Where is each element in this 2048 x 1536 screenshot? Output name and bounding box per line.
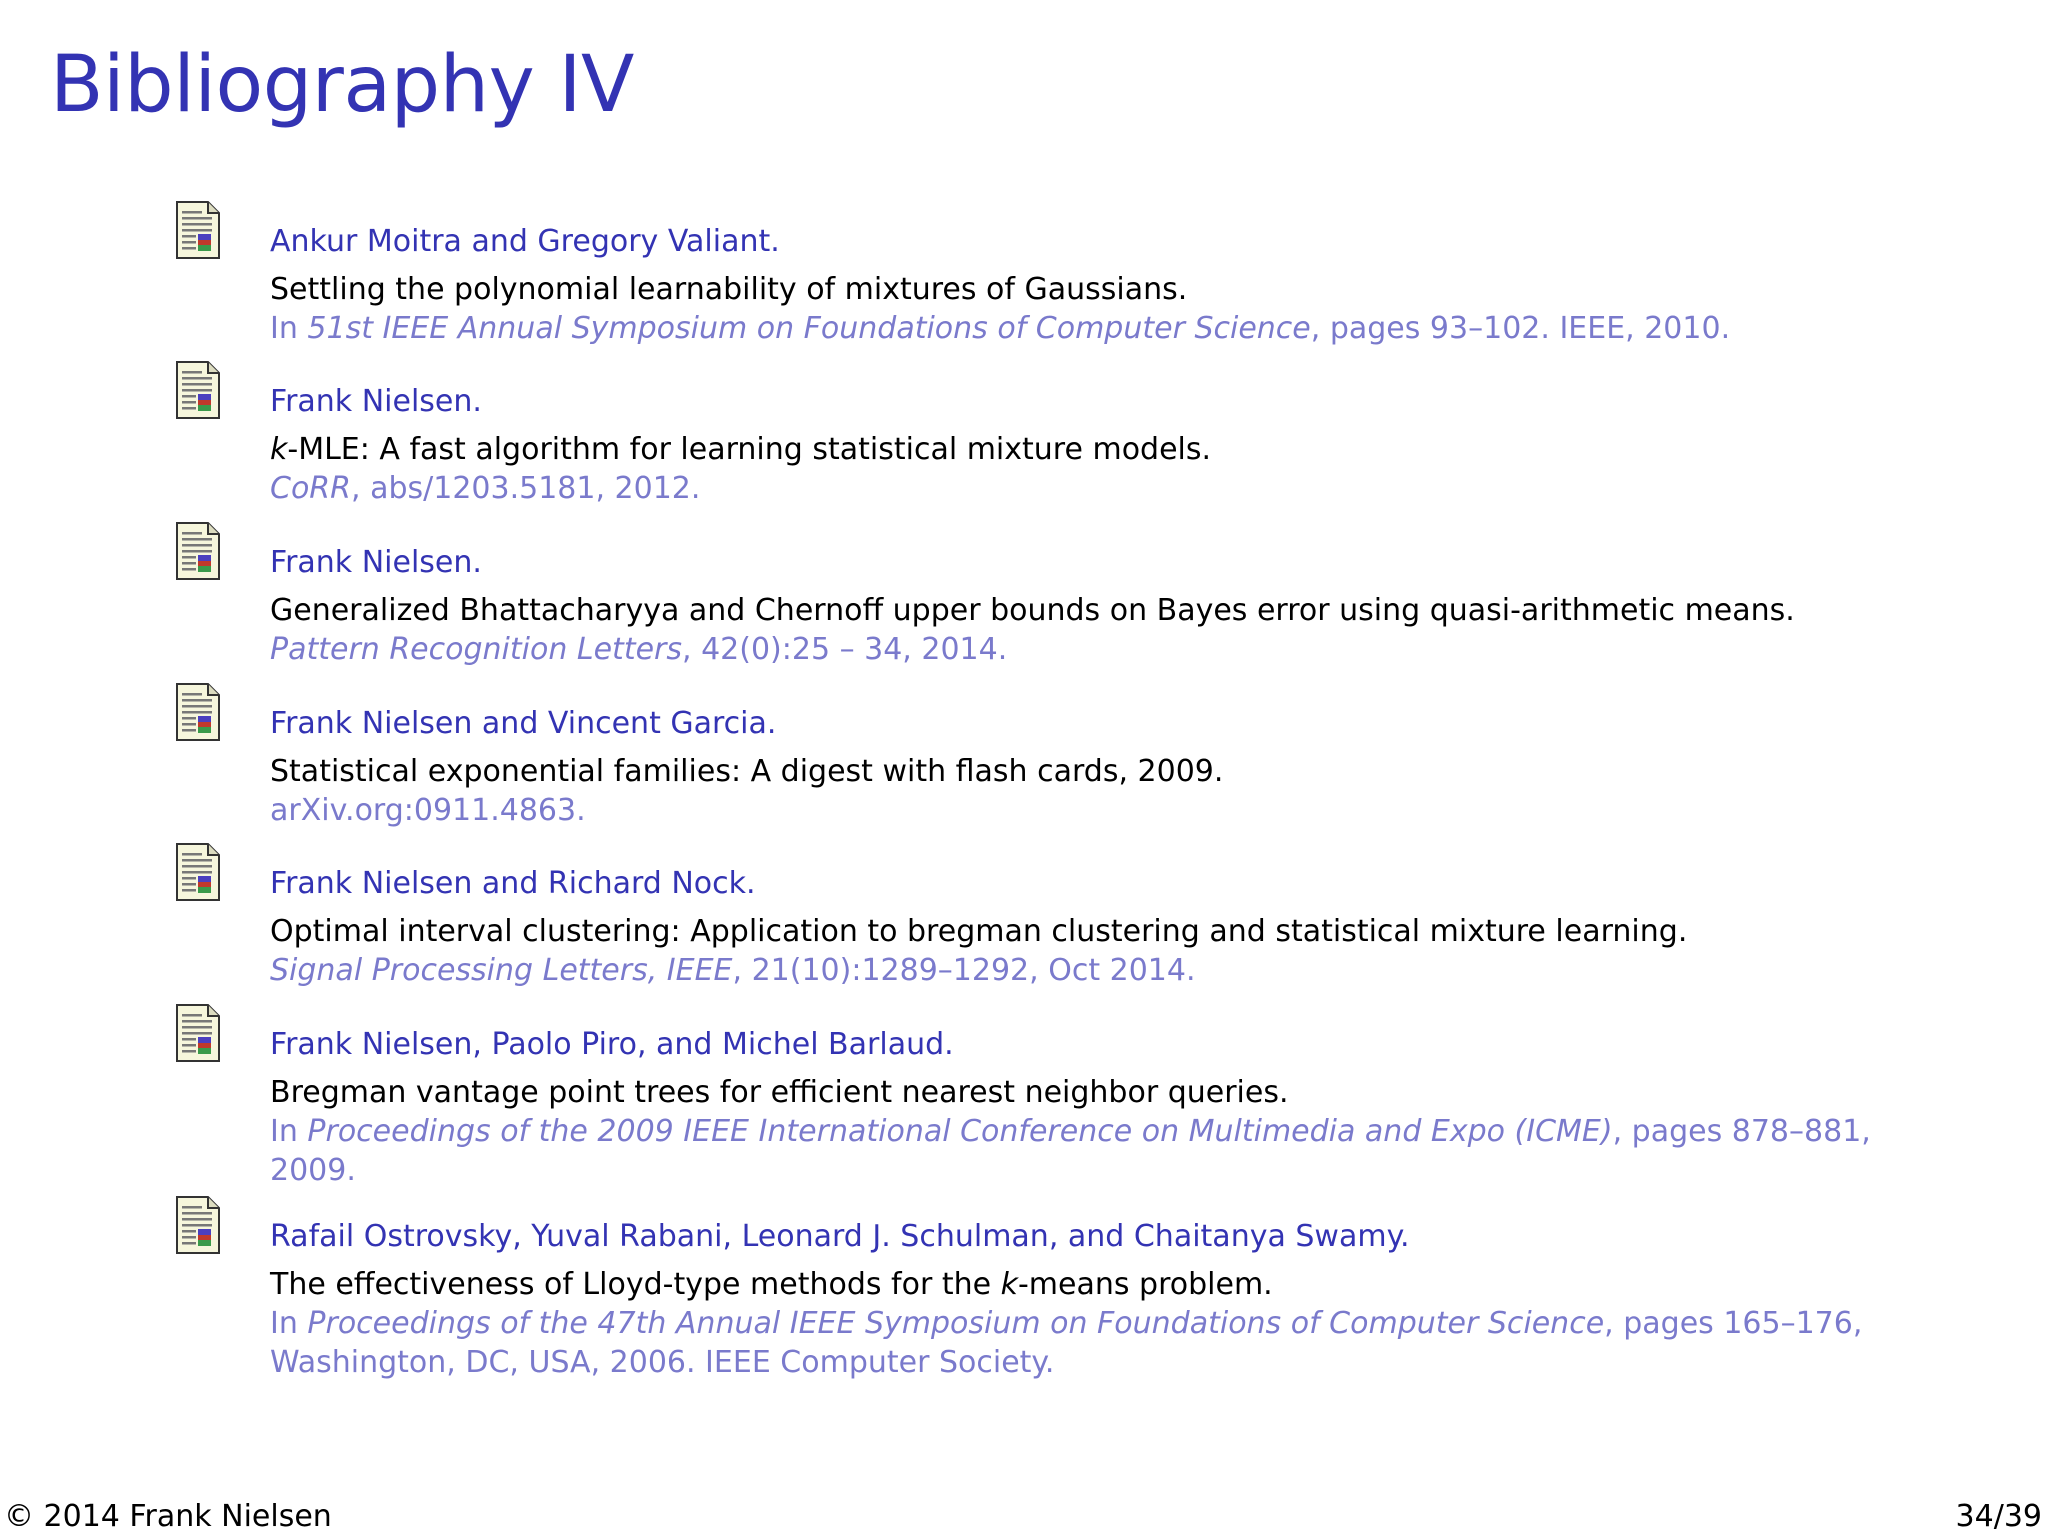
document-icon xyxy=(176,1196,220,1254)
bib-title: Generalized Bhattacharyya and Chernoff upper bounds on Bayes error using quasi-arithmetic means. xyxy=(270,593,1795,628)
bib-venue: CoRR, abs/1203.5181, 2012. xyxy=(270,471,701,506)
bib-venue-continued: 2009. xyxy=(270,1153,356,1188)
bib-title: Statistical exponential families: A digest with flash cards, 2009. xyxy=(270,754,1224,789)
bib-title: Bregman vantage point trees for efficient nearest neighbor queries. xyxy=(270,1075,1289,1110)
bib-title: Optimal interval clustering: Application to bregman clustering and statistical mixture learning. xyxy=(270,914,1688,949)
bib-venue: arXiv.org:0911.4863. xyxy=(270,793,586,828)
bib-venue: Pattern Recognition Letters, 42(0):25 – 34, 2014. xyxy=(270,632,1008,667)
bib-authors: Frank Nielsen. xyxy=(270,384,482,419)
bib-authors: Rafail Ostrovsky, Yuval Rabani, Leonard J. Schulman, and Chaitanya Swamy. xyxy=(270,1219,1410,1254)
bib-venue: In Proceedings of the 2009 IEEE International Conference on Multimedia and Expo (ICME), pages 878–881, xyxy=(270,1114,1871,1149)
bib-authors: Frank Nielsen, Paolo Piro, and Michel Barlaud. xyxy=(270,1027,954,1062)
document-icon xyxy=(176,361,220,419)
footer-page-number: 34/39 xyxy=(1955,1499,2042,1534)
slide-title: Bibliography IV xyxy=(50,40,634,130)
bib-venue: In 51st IEEE Annual Symposium on Foundations of Computer Science, pages 93–102. IEEE, 2010. xyxy=(270,311,1731,346)
document-icon xyxy=(176,201,220,259)
footer-copyright: © 2014 Frank Nielsen xyxy=(4,1499,332,1534)
bib-authors: Ankur Moitra and Gregory Valiant. xyxy=(270,224,780,259)
bib-venue: In Proceedings of the 47th Annual IEEE Symposium on Foundations of Computer Science, pages 165–176, xyxy=(270,1306,1863,1341)
bib-authors: Frank Nielsen and Richard Nock. xyxy=(270,866,756,901)
bib-authors: Frank Nielsen and Vincent Garcia. xyxy=(270,706,777,741)
bib-venue-continued: Washington, DC, USA, 2006. IEEE Computer Society. xyxy=(270,1345,1055,1380)
bib-authors: Frank Nielsen. xyxy=(270,545,482,580)
document-icon xyxy=(176,1004,220,1062)
bib-title: The effectiveness of Lloyd-type methods for the k-means problem. xyxy=(270,1267,1273,1302)
document-icon xyxy=(176,683,220,741)
bib-title: k-MLE: A fast algorithm for learning statistical mixture models. xyxy=(270,432,1212,467)
bib-title: Settling the polynomial learnability of mixtures of Gaussians. xyxy=(270,272,1188,307)
document-icon xyxy=(176,522,220,580)
document-icon xyxy=(176,843,220,901)
bib-venue: Signal Processing Letters, IEEE, 21(10):1289–1292, Oct 2014. xyxy=(270,953,1196,988)
